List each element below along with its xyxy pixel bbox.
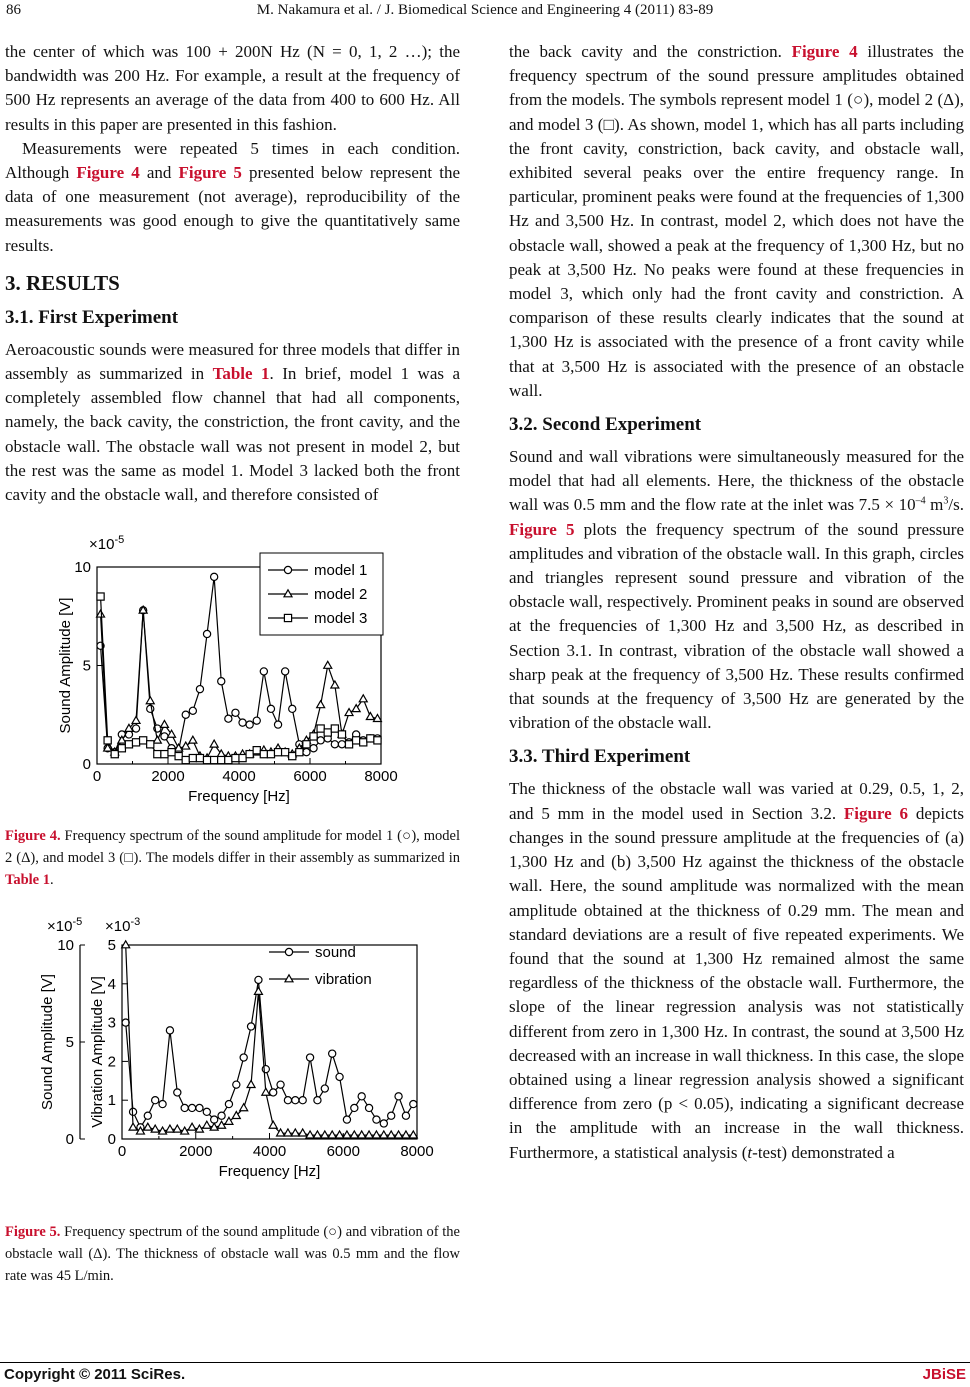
legend-label: model 2	[314, 586, 368, 604]
data-point	[358, 1093, 365, 1100]
data-point	[331, 681, 339, 688]
section-heading-first-experiment: 3.1. First Experiment	[5, 306, 179, 328]
legend-marker	[284, 615, 291, 622]
legend-marker	[285, 975, 293, 982]
data-point	[146, 697, 154, 704]
data-point	[233, 1082, 240, 1089]
data-point	[232, 755, 239, 762]
paragraph: the center of which was 100 + 200N Hz (N = 0, 1, 2 …); the bandwidth was 200 Hz. For example, a result at the frequency of 500 Hz represents an average of the data from 400 to 600 Hz. All results in this paper are presented in this fashion.	[5, 42, 460, 134]
data-point	[338, 741, 345, 748]
data-point	[321, 1085, 328, 1092]
figure-5	[5, 915, 460, 1212]
legend-label: sound	[315, 944, 356, 962]
data-point	[159, 1101, 166, 1108]
data-point	[306, 1054, 313, 1061]
y-scale-label: $\times 10^{-5}$	[47, 916, 83, 936]
data-point	[218, 678, 225, 685]
data-point	[282, 749, 289, 756]
data-point	[284, 1129, 292, 1136]
data-point	[299, 1129, 307, 1136]
y2-tick-label: 0	[107, 1131, 116, 1149]
paragraph: the back cavity and the constriction. Figure 4 illustrates the frequency spectrum of the sound pressure amplitudes obtained from the models. The symbols represent model 1 (○), model 2 (Δ), and model 3 (□). As shown, model 1, which has all parts including the front cavity, constriction, back cavity, and obstacle wall, exhibited several peaks over the entire frequency range. In particular, prominent peaks were found at the frequencies of 1,300 Hz and 3,500 Hz. In contrast, model 2, which does not have the obstacle wall, showed a peak at the frequency of 1,300 Hz, but no peak at 3,500 Hz. No peaks were found at these frequencies in model 3, which only had the front cavity and constriction. A comparison of these results clearly indicates that the sound at 1,300 Hz is associated with the presence of a front cavity while that at 3,500 Hz is associated with the presence of an obstacle wall.	[509, 42, 964, 400]
data-point	[211, 757, 218, 764]
y2-tick-label: 2	[107, 1053, 116, 1071]
data-point	[331, 741, 338, 748]
figure-4-caption: Figure 4. Frequency spectrum of the sound amplitude for model 1 (○), model 2 (Δ), and model 3 (□). The models differ in their assembly as summarized in Table 1.	[5, 828, 460, 889]
data-point	[314, 1097, 321, 1104]
y-tick-label: 0	[65, 1131, 74, 1149]
section-heading-second-experiment: 3.2. Second Experiment	[509, 414, 702, 436]
data-point	[289, 705, 296, 712]
data-point	[225, 1101, 232, 1108]
data-point	[324, 662, 332, 669]
data-point	[313, 1131, 321, 1138]
data-point	[253, 717, 260, 724]
data-point	[366, 713, 374, 720]
data-point	[260, 751, 267, 758]
data-point	[152, 1097, 159, 1104]
data-point	[350, 1131, 358, 1138]
page-number: 86	[6, 2, 21, 18]
data-point	[253, 747, 260, 754]
data-point	[189, 736, 197, 743]
data-point	[132, 739, 139, 746]
x-tick-label: 2000	[151, 768, 185, 786]
data-point	[111, 751, 118, 758]
y-tick-label: 10	[74, 559, 91, 577]
x-tick-label: 4000	[222, 768, 256, 786]
data-point	[161, 733, 168, 740]
data-point	[218, 757, 225, 764]
data-point	[196, 1105, 203, 1112]
data-point	[240, 1054, 247, 1061]
data-point	[292, 1097, 299, 1104]
data-point	[168, 749, 175, 756]
data-point	[104, 737, 111, 744]
x-tick-label: 0	[92, 768, 102, 786]
table-1-link[interactable]: Table 1	[5, 872, 50, 889]
figure-5-link[interactable]: Figure 5	[509, 519, 575, 539]
x-axis-label: Frequency [Hz]	[218, 1163, 321, 1181]
data-point	[331, 725, 338, 732]
data-point	[345, 741, 352, 748]
x-tick-label: 6000	[293, 768, 327, 786]
data-point	[147, 705, 154, 712]
data-point	[359, 695, 367, 702]
page-header	[0, 0, 970, 26]
data-point	[282, 668, 289, 675]
data-point	[324, 729, 331, 736]
data-point	[373, 1116, 380, 1123]
data-point	[374, 737, 381, 744]
y-tick-label: 10	[57, 937, 74, 955]
y2-tick-label: 5	[107, 937, 116, 955]
data-point	[225, 715, 232, 722]
x-axis-label: Frequency [Hz]	[188, 788, 290, 806]
data-point	[343, 1131, 351, 1138]
data-point	[299, 1097, 306, 1104]
data-point	[270, 1089, 277, 1096]
data-point	[246, 751, 253, 758]
data-point	[210, 740, 218, 747]
data-point	[175, 753, 182, 760]
data-point	[402, 1131, 410, 1138]
data-point	[329, 1050, 336, 1057]
data-point	[336, 1074, 343, 1081]
data-point	[97, 610, 105, 617]
data-point	[247, 1081, 255, 1088]
running-title: M. Nakamura et al. / J. Biomedical Science and Engineering 4 (2011) 83-89	[256, 2, 714, 18]
data-point	[409, 1131, 417, 1138]
y2-tick-label: 4	[107, 976, 116, 994]
data-point	[154, 751, 161, 758]
data-point	[365, 1131, 373, 1138]
data-point	[303, 749, 310, 756]
figure-5-caption: Figure 5. Frequency spectrum of the sound amplitude (○) and vibration of the obstacle wall (Δ). The thickness of obstacle wall was 0.5 mm and the flow rate was 45 L/min.	[5, 1223, 460, 1284]
y-axis-label: Sound Amplitude [V]	[39, 974, 56, 1111]
data-point	[388, 1113, 395, 1120]
data-point	[296, 749, 303, 756]
figure-4	[5, 527, 460, 819]
legend-label: vibration	[315, 971, 372, 989]
data-point	[189, 707, 196, 714]
data-point	[262, 1066, 269, 1073]
data-point	[395, 1093, 402, 1100]
table-1-link[interactable]: Table 1	[212, 364, 270, 384]
data-point	[239, 755, 246, 762]
data-point	[277, 1082, 284, 1089]
data-point	[203, 1109, 210, 1116]
legend-label: model 1	[314, 562, 368, 580]
data-point	[267, 751, 274, 758]
data-point	[203, 1122, 211, 1129]
data-point	[402, 1113, 409, 1120]
data-point	[372, 1131, 380, 1138]
data-point	[196, 755, 203, 762]
y2-tick-label: 3	[107, 1015, 116, 1033]
data-point	[410, 1101, 417, 1108]
data-point	[365, 1105, 372, 1112]
x-tick-label: 8000	[364, 768, 398, 786]
data-point	[161, 751, 168, 758]
data-point	[338, 731, 345, 738]
data-point	[225, 757, 232, 764]
figure-5-link[interactable]: Figure 5	[178, 163, 242, 183]
data-point	[351, 1105, 358, 1112]
legend-label: model 3	[314, 610, 368, 628]
data-point	[247, 1023, 254, 1030]
data-point	[336, 1131, 344, 1138]
right-column	[509, 40, 964, 1165]
data-point	[97, 593, 104, 600]
figure-6-link[interactable]: Figure 6	[843, 803, 909, 823]
paragraph: Sound and wall vibrations were simultaneously measured for the model that had all elements. Here, the thickness of the obstacle wall was 0.5 mm and the flow rate at the inlet was $7.5 \times 10^{-4}$ $m^3/s$. Figure 5 plots the frequency spectrum of the sound pressure amplitudes and vibration of the obstacle wall. In this graph, circles and triangles represent sound pressure and vibration of the obstacle wall, respectively. Prominent peaks in sound are observed at the frequencies of 1,300 Hz and 3,500 Hz, as described in Section 3.1. In contrast, vibration of the obstacle wall showed a sharp peak at the frequency of 3,500 Hz. These results confirmed that sounds at the frequency of 3,500 Hz are generated by the vibration of the obstacle wall.	[509, 447, 964, 733]
data-point	[232, 709, 239, 716]
left-column	[5, 40, 460, 1287]
data-point	[132, 717, 140, 724]
data-point	[380, 1131, 388, 1138]
data-point	[246, 721, 253, 728]
data-point	[132, 725, 139, 732]
x-tick-label: 8000	[400, 1143, 434, 1161]
x-tick-label: 2000	[179, 1143, 213, 1161]
data-point	[122, 941, 130, 948]
data-point	[254, 988, 262, 995]
x-tick-label: 0	[117, 1143, 127, 1161]
y-tick-label: 5	[65, 1034, 74, 1052]
page-footer	[0, 1362, 970, 1387]
y-axis-label: Sound Amplitude [V]	[57, 597, 74, 734]
data-point	[321, 1131, 329, 1138]
figure-4-link[interactable]: Figure 4	[76, 163, 140, 183]
data-point	[395, 1131, 403, 1138]
data-point	[203, 757, 210, 764]
data-point	[182, 757, 189, 764]
data-point	[203, 631, 210, 638]
data-point	[291, 1129, 299, 1136]
y-tick-label: 0	[82, 756, 91, 774]
data-point	[118, 745, 125, 752]
data-point	[262, 1089, 270, 1096]
journal-abbrev: JBiSE	[922, 1366, 966, 1383]
data-point	[166, 1027, 173, 1034]
data-point	[160, 721, 168, 728]
paragraph: Aeroacoustic sounds were measured for three models that differ in assembly as summarized in Table 1. In brief, model 1 was a completely assembled flow channel that had all components, namely, the back cavity, the constriction, the front cavity, and the obstacle wall. The obstacle wall was not present in model 2, but the rest was the same as model 1. Model 3 lacked both the front cavity and the obstacle wall, and therefore consisted of	[5, 339, 460, 505]
x-tick-label: 6000	[326, 1143, 360, 1161]
figure-5-chart	[5, 915, 460, 1205]
y2-scale-label: $\times 10^{-3}$	[105, 916, 141, 936]
data-point	[358, 1131, 366, 1138]
data-point	[274, 721, 281, 728]
copyright: Copyright © 2011 SciRes.	[4, 1366, 186, 1383]
data-point	[387, 1131, 395, 1138]
data-point	[310, 733, 317, 740]
figure-4-chart	[5, 527, 460, 812]
data-point	[188, 1124, 196, 1131]
data-point	[125, 741, 132, 748]
data-point	[181, 1105, 188, 1112]
data-point	[144, 1113, 151, 1120]
data-point	[343, 1116, 350, 1123]
data-point	[289, 753, 296, 760]
data-point	[284, 1097, 291, 1104]
paragraph: The thickness of the obstacle wall was varied at 0.29, 0.5, 1, 2, and 5 mm in the model used in Section 3.2. Figure 6 depicts changes in the sound pressure amplitude at the frequencies of (a) 1,300 Hz and (b) 3,500 Hz against the thickness of the obstacle wall. Here, the sound amplitude was normalized with the mean amplitude obtained at the thickness of 0.29 mm. The mean and standard deviations are a result of five repeated experiments. We found that the sound at 1,300 Hz remained almost the same regardless of the thickness of the obstacle wall. Furthermore, the slope of the linear regression analysis was not statistically different from zero in 1,300 Hz. In contrast, the sound at 3,500 Hz decreased with an increase in wall thickness. In this case, the slope obtained using a linear regression analysis showed a significant difference from zero (p < 0.05), indicating a significant decrease in the amplitude with an increase in the wall thickness. Furthermore, a statistical analysis (t-test) demonstrated a	[509, 779, 964, 1162]
section-heading-third-experiment: 3.3. Third Experiment	[509, 746, 691, 768]
data-point	[260, 668, 267, 675]
data-point	[267, 705, 274, 712]
data-point	[166, 1126, 174, 1133]
data-point	[367, 735, 374, 742]
data-point	[182, 711, 189, 718]
x-tick-label: 4000	[252, 1143, 287, 1161]
data-point	[218, 1113, 225, 1120]
data-point	[269, 1122, 277, 1129]
data-point	[317, 725, 324, 732]
data-point	[174, 1089, 181, 1096]
paragraph: Measurements were repeated 5 times in each condition. Although Figure 4 and Figure 5 presented below represent the data of one measurement (not average), reproducibility of the measurements was good enough to give the quantitatively same results.	[5, 138, 460, 255]
legend-marker	[284, 567, 291, 574]
data-point	[153, 736, 161, 743]
y-scale-label: $\times 10^{-5}$	[89, 534, 125, 554]
data-point	[255, 977, 262, 984]
data-point	[240, 1104, 248, 1111]
data-point	[274, 749, 281, 756]
data-point	[211, 574, 218, 581]
data-point	[173, 1126, 181, 1133]
data-point	[360, 739, 367, 746]
y-tick-label: 5	[82, 657, 91, 675]
data-point	[188, 1105, 195, 1112]
data-point	[353, 737, 360, 744]
data-point	[129, 1124, 137, 1131]
data-point	[147, 741, 154, 748]
data-point	[380, 1120, 387, 1127]
data-point	[317, 701, 325, 708]
data-point	[140, 737, 147, 744]
y2-axis-label: Vibration Amplitude [V]	[89, 976, 106, 1129]
section-heading-results: 3. RESULTS	[5, 270, 120, 295]
data-point	[189, 755, 196, 762]
y2-tick-label: 1	[107, 1092, 116, 1110]
data-point	[310, 745, 317, 752]
data-point	[328, 1131, 336, 1138]
data-point	[196, 686, 203, 693]
legend-marker	[285, 949, 292, 956]
figure-4-link[interactable]: Figure 4	[791, 42, 858, 61]
data-point	[239, 719, 246, 726]
data-point	[303, 741, 310, 748]
data-point	[144, 1124, 152, 1131]
